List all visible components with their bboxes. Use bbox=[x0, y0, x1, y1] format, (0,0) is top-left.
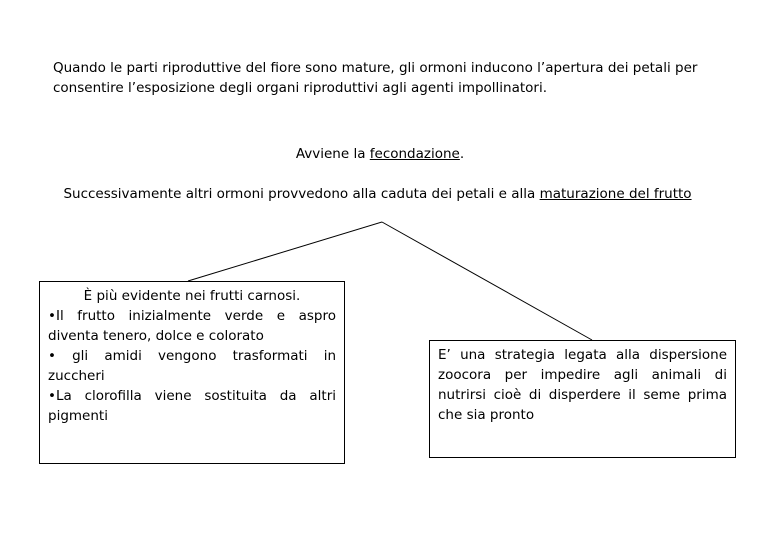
line-to-left-box bbox=[188, 222, 382, 281]
maturation-text bbox=[55, 184, 700, 204]
fertilization-text bbox=[0, 144, 760, 164]
left-box-item: •Il frutto inizialmente verde e aspro diventa tenero, dolce e colorato bbox=[48, 308, 336, 344]
left-box-title: È più evidente nei frutti carnosi. bbox=[83, 288, 301, 304]
left-box-item: •La clorofilla viene sostituita da altri pigmenti bbox=[48, 388, 336, 424]
line-to-right-box bbox=[382, 222, 592, 340]
maturation-term: maturazione del frutto bbox=[539, 186, 692, 202]
right-box-text: E’ una strategia legata alla dispersione zoocora per impedire agli animali di nutrirsi cioè di disperdere il seme prima che sia pronto bbox=[438, 347, 727, 423]
right-box bbox=[429, 340, 736, 458]
fertilization-suffix: . bbox=[459, 146, 465, 162]
left-box bbox=[39, 281, 345, 464]
left-box-item: • gli amidi vengono trasformati in zuccheri bbox=[48, 348, 336, 384]
fertilization-term: fecondazione bbox=[369, 146, 460, 162]
fertilization-prefix: Avviene la bbox=[295, 146, 370, 162]
intro-text: Quando le parti riproduttive del fiore sono mature, gli ormoni inducono l’apertura dei petali per consentire l’esposizione degli organi riproduttivi agli agenti impollinatori. bbox=[53, 60, 698, 96]
maturation-prefix: Successivamente altri ormoni provvedono alla caduta dei petali e alla bbox=[63, 186, 540, 202]
